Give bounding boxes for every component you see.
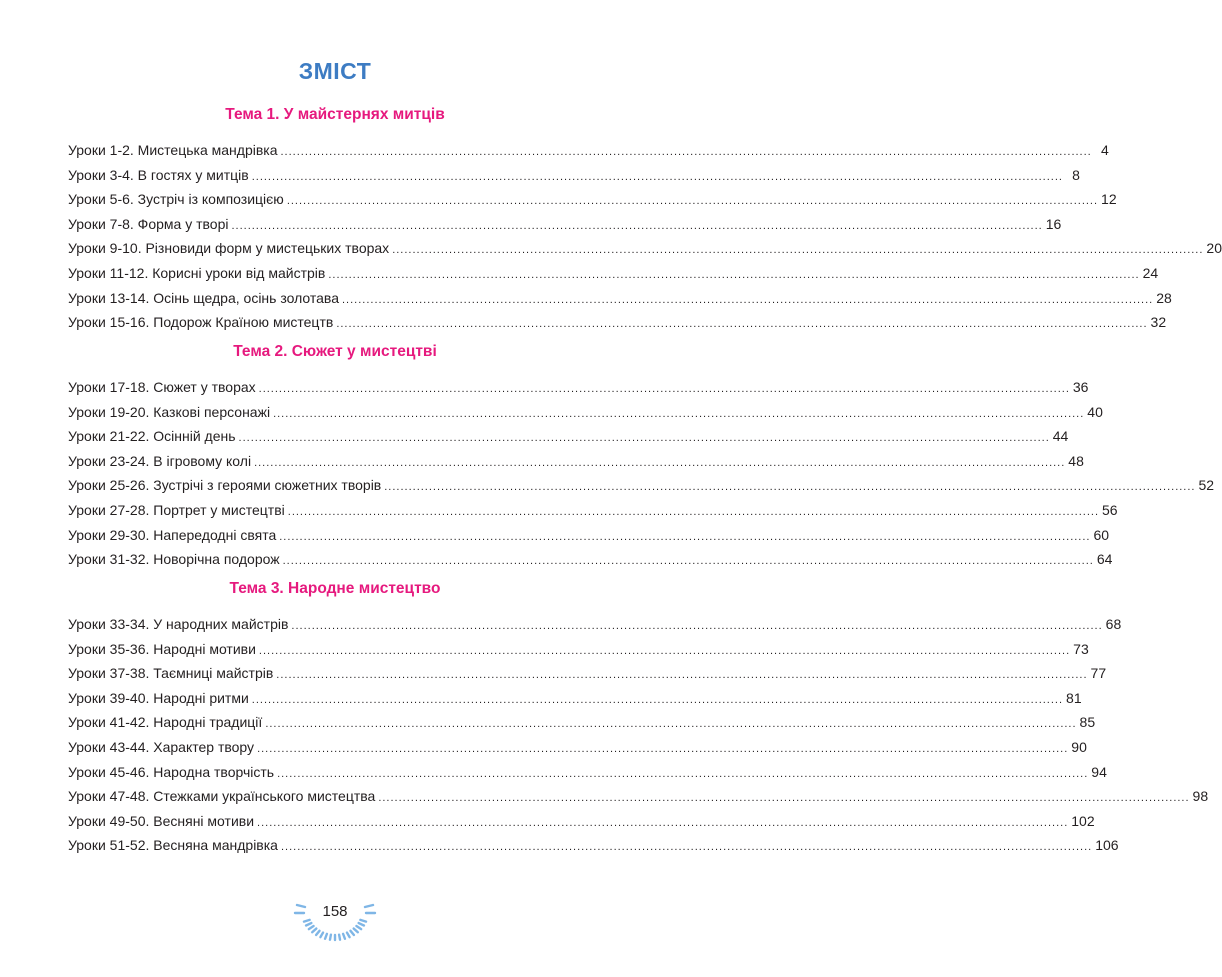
dot-leader: ........................................................................................................................................................................................................: [378, 792, 1190, 805]
dot-leader: ........................................................................................................................................................................................................: [282, 555, 1094, 568]
sun-ray: [347, 933, 350, 938]
toc-entry[interactable]: [68, 451, 1084, 471]
toc-entry[interactable]: [68, 238, 1222, 258]
toc-entry[interactable]: [68, 737, 1087, 757]
toc-entry-page: 12: [1101, 191, 1117, 208]
toc-entry[interactable]: [68, 811, 1095, 831]
sun-ray: [304, 920, 310, 922]
sun-ray: [339, 935, 340, 940]
toc-entry[interactable]: [68, 549, 1113, 569]
toc-entry-page: 36: [1072, 379, 1089, 395]
toc-entry-page: 90: [1071, 739, 1087, 755]
toc-entry-title: Уроки 35-36. Народні мотиви: [68, 640, 256, 657]
dot-leader: ........................................................................................................................................................................................................: [254, 456, 1066, 469]
sun-ray: [343, 934, 345, 939]
page-number: 158: [322, 903, 348, 920]
toc-entry[interactable]: [68, 312, 1167, 332]
toc-entry[interactable]: [68, 663, 1107, 683]
dot-leader: ........................................................................................................................................................................................................: [276, 669, 1088, 682]
toc-entry-page: 77: [1090, 665, 1107, 682]
toc-entry[interactable]: [68, 639, 1089, 659]
toc-entry-title: Уроки 21-22. Осінній день: [68, 428, 236, 445]
toc-entry-title: Уроки 1-2. Мистецька мандрівка: [68, 142, 278, 158]
toc-entry-page: 20: [1206, 240, 1222, 257]
dot-leader: ........................................................................................................................................................................................................: [273, 407, 1085, 420]
sun-ray: [356, 926, 361, 929]
dot-leader: ........................................................................................................................................................................................................: [280, 841, 1093, 854]
toc-entry-page: 85: [1079, 714, 1096, 731]
toc-entry-title: Уроки 31-32. Новорічна подорож: [68, 551, 280, 568]
toc-entry-title: Уроки 23-24. В ігровому колі: [68, 452, 252, 469]
toc-entry-page: 56: [1102, 502, 1118, 518]
dot-leader: ........................................................................................................................................................................................................: [384, 481, 1196, 494]
page-title: ЗМІСТ: [298, 58, 372, 84]
toc-entry-title: Уроки 19-20. Казкові персонажі: [68, 403, 271, 420]
toc-entry[interactable]: [68, 214, 1062, 234]
toc-entry-title: Уроки 49-50. Весняні мотиви: [68, 812, 255, 829]
dot-leader: ........................................................................................................................................................................................................: [265, 718, 1077, 731]
toc-entry-title: Уроки 47-48. Стежками українського мистецтва: [68, 788, 376, 805]
toc-entry-page: 94: [1091, 763, 1107, 780]
toc-entry-page: 40: [1087, 403, 1103, 420]
section-heading: Тема 1. У майстернях митців: [225, 106, 445, 123]
dot-leader: ........................................................................................................................................................................................................: [258, 383, 1070, 395]
toc-entry-title: Уроки 25-26. Зустрічі з героями сюжетних творів: [68, 477, 382, 494]
toc-entry-page: 24: [1142, 265, 1159, 281]
toc-entry[interactable]: [68, 614, 1122, 634]
toc-entry-page: 60: [1093, 526, 1110, 543]
toc-entry[interactable]: [68, 525, 1110, 545]
toc-entry-title: Уроки 5-6. Зустріч із композицією: [68, 191, 284, 208]
dot-leader: ........................................................................................................................................................................................................: [231, 219, 1043, 232]
toc-entry[interactable]: [68, 402, 1103, 422]
dot-leader: ........................................................................................................................................................................................................: [251, 170, 1063, 183]
toc-entry[interactable]: [68, 165, 1080, 185]
toc-entry-title: Уроки 29-30. Напередодні свята: [68, 526, 277, 543]
toc-entry-title: Уроки 7-8. Форма у творі: [68, 215, 229, 232]
section-heading: Тема 2. Сюжет у мистецтві: [233, 343, 437, 360]
toc-entry-page: 44: [1052, 428, 1069, 445]
toc-entry-page: 8: [1072, 166, 1080, 183]
toc-entry[interactable]: [68, 762, 1107, 782]
dot-leader: ........................................................................................................................................................................................................: [251, 693, 1064, 706]
toc-entry[interactable]: [68, 189, 1117, 209]
toc-entry-title: Уроки 33-34. У народних майстрів: [68, 616, 289, 632]
toc-entry-page: 32: [1150, 314, 1167, 331]
toc-entry[interactable]: [68, 500, 1118, 520]
dot-leader: ........................................................................................................................................................................................................: [257, 743, 1069, 755]
toc-entry-title: Уроки 13-14. Осінь щедра, осінь золотава: [68, 289, 339, 306]
dot-leader: ........................................................................................................................................................................................................: [286, 195, 1099, 208]
toc-entry[interactable]: [68, 377, 1089, 397]
sun-ray: [306, 923, 311, 925]
toc-entry[interactable]: [68, 263, 1159, 283]
toc-entry-page: 68: [1105, 616, 1122, 632]
toc-entry-page: 102: [1071, 812, 1095, 829]
toc-entry[interactable]: [68, 475, 1215, 495]
toc-entry-page: 52: [1198, 477, 1215, 494]
toc-entry-title: Уроки 39-40. Народні ритми: [68, 689, 249, 706]
section-heading: Тема 3. Народне мистецтво: [229, 580, 441, 597]
dot-leader: ........................................................................................................................................................................................................: [392, 244, 1204, 257]
toc-entry-page: 48: [1068, 452, 1084, 469]
toc-entry-title: Уроки 27-28. Портрет у мистецтві: [68, 502, 285, 518]
sun-ray: [316, 931, 319, 935]
sun-ray: [354, 929, 358, 933]
sun-ray: [320, 933, 323, 938]
sun-ray: [325, 934, 327, 939]
toc-entry-title: Уроки 17-18. Сюжет у творах: [68, 379, 256, 395]
toc-entry[interactable]: [68, 140, 1109, 160]
toc-entry-page: 4: [1100, 142, 1109, 158]
dot-leader: ........................................................................................................................................................................................................: [258, 644, 1071, 657]
toc-entry-page: 106: [1095, 837, 1119, 854]
toc-entry-title: Уроки 11-12. Корисні уроки від майстрів: [68, 265, 326, 281]
toc-entry-page: 81: [1066, 689, 1082, 706]
sun-ray: [330, 935, 331, 940]
toc-entry-title: Уроки 3-4. В гостях у митців: [68, 166, 249, 183]
toc-entry-page: 98: [1192, 788, 1209, 805]
sun-ray: [312, 929, 316, 933]
sun-ray: [360, 920, 366, 922]
toc-entry-title: Уроки 9-10. Різновиди форм у мистецьких творах: [68, 240, 390, 257]
dot-leader: ........................................................................................................................................................................................................: [280, 146, 1092, 158]
toc-entry-page: 16: [1045, 215, 1062, 232]
toc-entry-title: Уроки 41-42. Народні традиції: [68, 714, 263, 731]
toc-entry-title: Уроки 37-38. Таємниці майстрів: [68, 665, 274, 682]
sun-ray: [350, 931, 353, 935]
dot-leader: ........................................................................................................................................................................................................: [291, 620, 1103, 632]
toc-entry-page: 64: [1096, 551, 1113, 568]
dot-leader: ........................................................................................................................................................................................................: [238, 432, 1050, 445]
dot-leader: ........................................................................................................................................................................................................: [342, 293, 1154, 306]
dot-leader: ........................................................................................................................................................................................................: [279, 530, 1091, 543]
dot-leader: ........................................................................................................................................................................................................: [287, 506, 1099, 518]
toc-entry-title: Уроки 45-46. Народна творчість: [68, 763, 275, 780]
toc-entry-page: 73: [1073, 640, 1089, 657]
toc-entry-page: 28: [1156, 289, 1172, 306]
toc-entry-title: Уроки 51-52. Весняна мандрівка: [68, 837, 278, 854]
dot-leader: ........................................................................................................................................................................................................: [328, 269, 1140, 281]
dot-leader: ........................................................................................................................................................................................................: [336, 318, 1148, 331]
toc-entry[interactable]: [68, 688, 1082, 708]
toc-entry[interactable]: [68, 835, 1119, 855]
dot-leader: ........................................................................................................................................................................................................: [277, 767, 1089, 780]
toc-entry[interactable]: [68, 426, 1069, 446]
sun-ray: [359, 923, 364, 925]
toc-entry[interactable]: [68, 712, 1096, 732]
toc-entry-title: Уроки 15-16. Подорож Країною мистецтв: [68, 314, 334, 331]
toc-entry[interactable]: [68, 288, 1172, 308]
dot-leader: ........................................................................................................................................................................................................: [257, 816, 1069, 829]
toc-entry[interactable]: [68, 786, 1209, 806]
page-footer: [285, 895, 385, 939]
toc-entry-title: Уроки 43-44. Характер твору: [68, 739, 255, 755]
sun-ray: [309, 926, 314, 929]
